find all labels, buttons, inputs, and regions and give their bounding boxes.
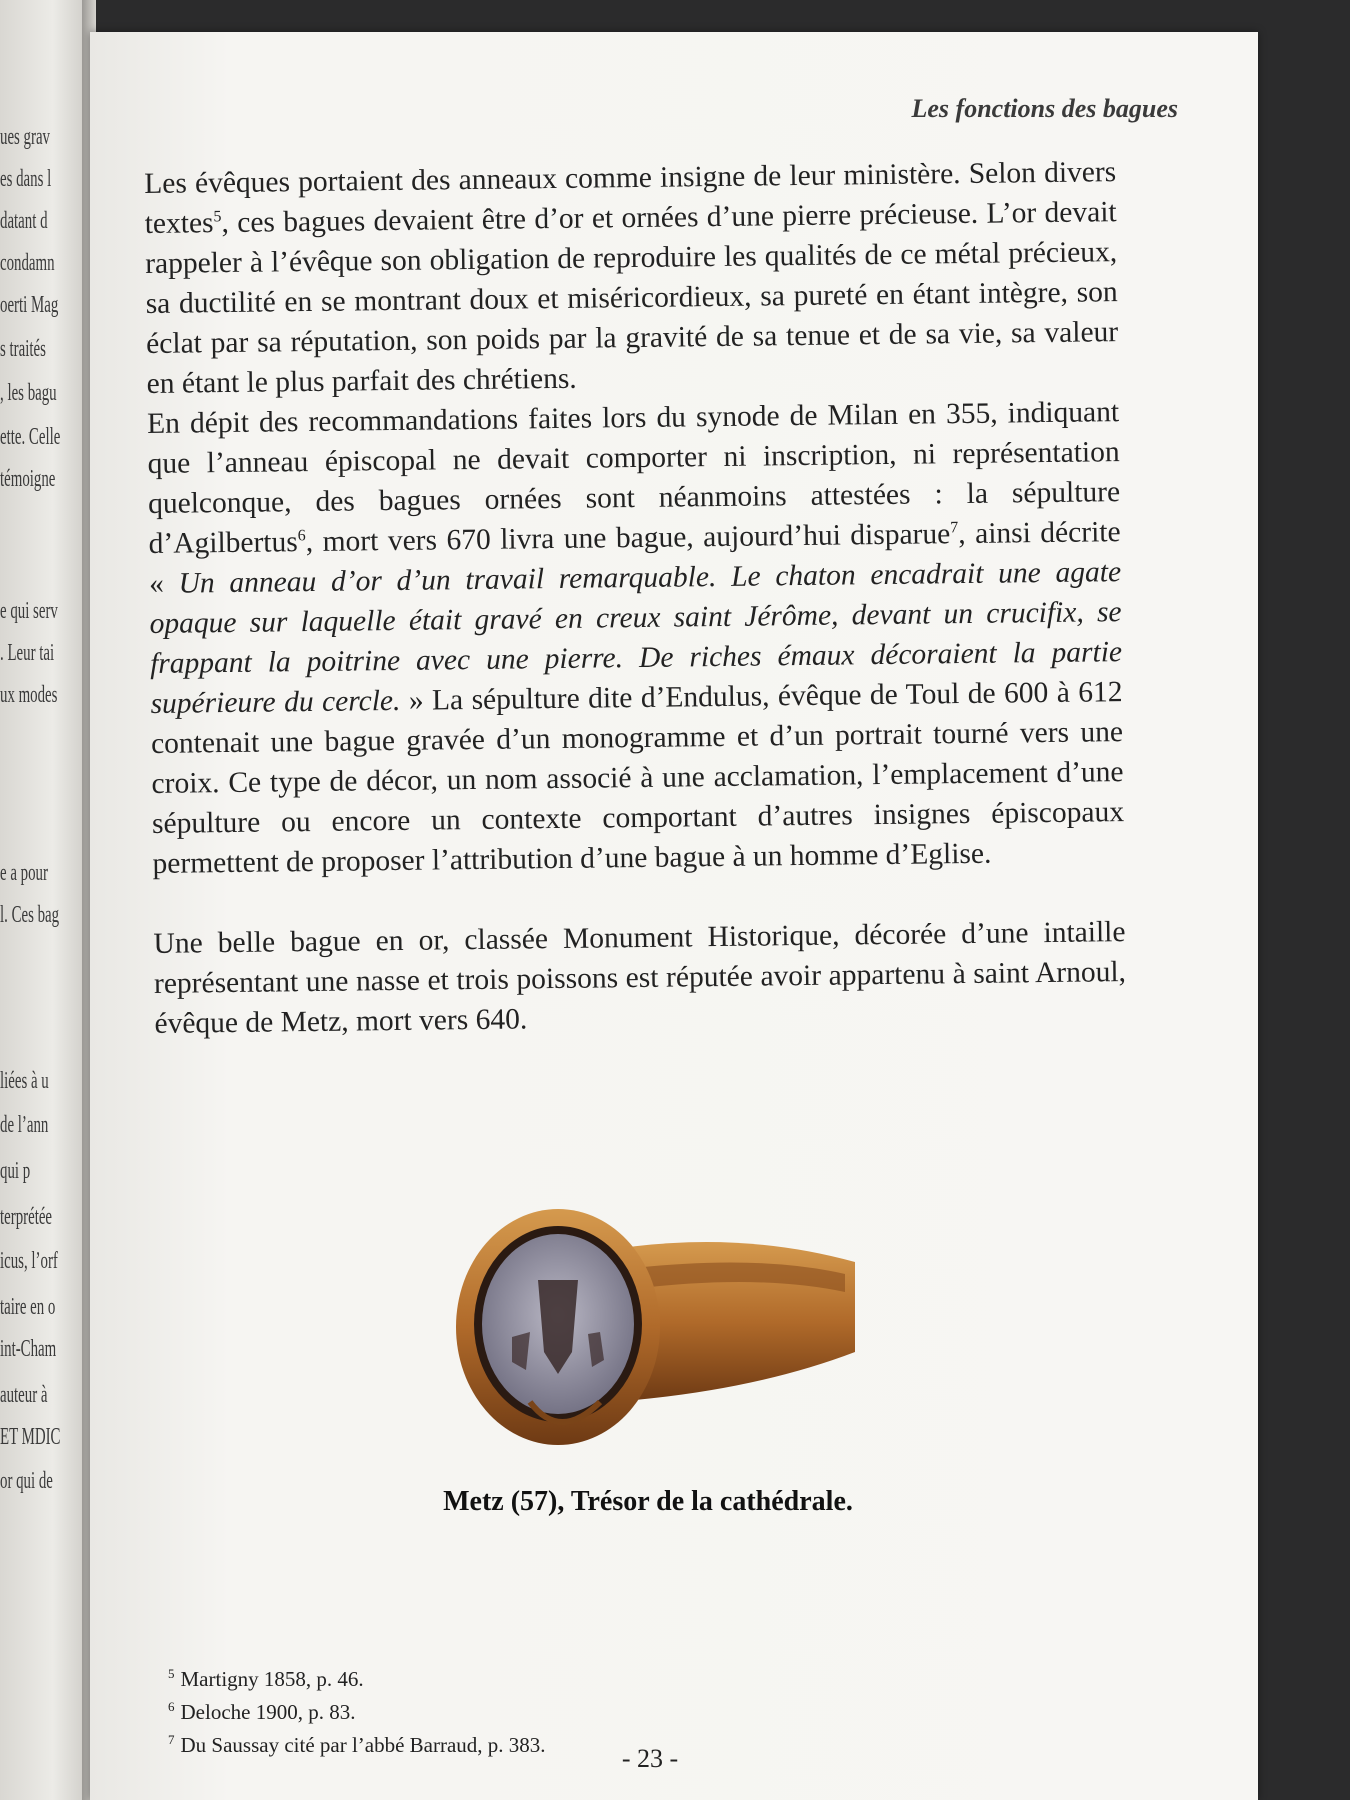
figure-caption: Metz (57), Trésor de la cathédrale. [443,1486,853,1517]
text-run: En dépit des recommandations faites lors du synode de Milan en 355, indiquant que l’anneau épiscopal ne devait comporter ni inscription, ni représentation quelconque, des bagues ornées sont néanmoins attestées : la sépulture d’Agilbertus [146,396,1121,560]
paragraph-saint-arnoul: Une belle bague en or, classée Monument Historique, décorée d’une intaille représentant une nasse et trois poissons est réputée avoir appartenu à saint Arnoul, évêque de Metz, mort vers 640. [153,916,1127,1040]
facing-page-fragment: ues grav [0,124,50,150]
facing-page-fragment: condamn [0,250,55,276]
book-page [90,32,1258,1800]
footnote-number: 6 [168,1699,175,1714]
running-head: Les fonctions des bagues [911,94,1178,123]
text-run: Les évêques portaient des anneaux comme insigne de leur ministère. Selon divers textes [144,156,1117,240]
facing-page-fragment: ET MDIC [0,1424,61,1450]
text-run: , mort vers 670 livra une bague, aujourd’hui disparue [305,518,951,559]
footnote [168,1660,546,1693]
paragraph-bishops-rings [144,152,1119,404]
footnote [168,1693,546,1726]
facing-page-fragment: de l’ann [0,1112,49,1138]
facing-page-fragment: e qui serv [0,598,58,624]
facing-page-fragment: e a pour [0,860,48,886]
facing-page-fragment: or qui de [0,1468,53,1494]
facing-page-fragment: , les bagu [0,380,57,406]
facing-page-fragment: int-Cham [0,1336,57,1362]
facing-page-fragment: . Leur tai [0,640,55,666]
body-text [144,152,1127,1044]
facing-page-fragment: taire en o [0,1294,56,1320]
facing-page [0,0,88,1800]
facing-page-fragment: auteur à [0,1382,48,1408]
footnote-number: 7 [168,1732,175,1747]
ring-photo [450,1202,870,1452]
facing-page-fragment: datant d [0,208,48,234]
text-run: » La sépulture dite d’Endulus, évêque de Toul de 600 à 612 contenait une bague gravée d’un monogramme et d’un portrait tourné vers une croix. Ce type de décor, un nom associé à une acclamation, l’emplacement d’une sépulture ou encore un contexte comportant d’autres insignes épiscopaux permettent de proposer l’attribution d’une bague à un homme d’Eglise. [150,676,1125,880]
footnote-ref-5: 5 [213,208,222,226]
facing-page-fragment: s traités [0,336,46,362]
facing-page-fragment: oerti Mag [0,292,59,318]
quotation: Un anneau d’or d’un travail remarquable. Le chaton encadrait une agate opaque sur laquelle était gravé en creux saint Jérôme, devant un crucifix, se frappant la poitrine avec une pierre. De riches émaux décoraient la partie supérieure du cercle. [149,556,1123,720]
facing-page-fragment: témoigne [0,466,56,492]
footnote-text: Martigny 1858, p. 46. [180,1667,364,1691]
facing-page-fragment: ette. Celle [0,424,61,450]
footnote-text: Deloche 1900, p. 83. [180,1700,356,1724]
footnote-text: Du Saussay cité par l’abbé Barraud, p. 383. [180,1733,546,1757]
facing-page-fragment: es dans l [0,166,52,192]
facing-page-fragment: liées à u [0,1068,49,1094]
facing-page-fragment: icus, l’orf [0,1248,58,1274]
footnote-ref-7: 7 [950,519,959,537]
facing-page-fragment: ux modes [0,682,58,708]
paragraph-synod-milan [147,392,1125,884]
footnote-ref-6: 6 [297,527,306,545]
page-number: - 23 - [621,1744,679,1773]
facing-page-fragment: terprétée [0,1204,53,1230]
facing-page-fragment: qui p [0,1158,31,1184]
text-run: , ainsi décrite « [148,516,1121,600]
footnote-number: 5 [168,1666,175,1681]
facing-page-fragment: l. Ces bag [0,902,60,928]
text-run: , ces bagues devaient être d’or et ornées d’une pierre précieuse. L’or devait rappeler à l’évêque son obligation de reproduire les qualités de ce métal précieux, sa ductilité en se montrant doux et miséricordieux, sa pureté en étant intègre, son éclat par sa réputation, son poids par la gravité de sa tenue et de sa vie, sa valeur en étant le plus parfait des chrétiens. [145,196,1119,400]
